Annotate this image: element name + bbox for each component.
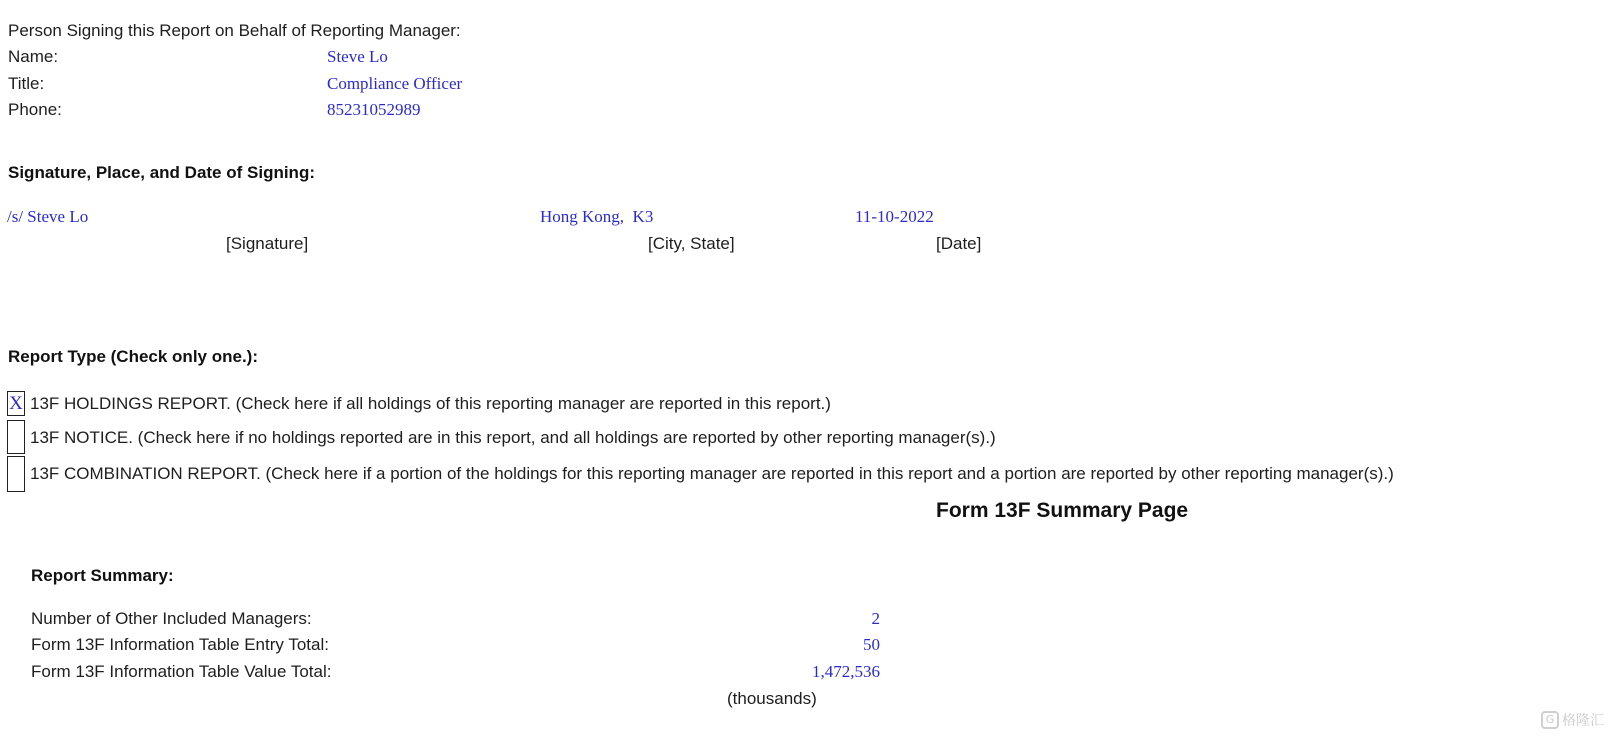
watermark-logo-icon: G: [1541, 711, 1559, 729]
signature-value: /s/ Steve Lo: [7, 207, 89, 226]
combination-report-checkbox[interactable]: [7, 456, 25, 492]
date-caption: [Date]: [936, 234, 982, 253]
combination-report-option-text: 13F COMBINATION REPORT. (Check here if a portion of the holdings for this reporting manager are reported in this report and a portion are reported by other reporting manager(s).): [30, 464, 1394, 483]
entry-total-label: Form 13F Information Table Entry Total:: [31, 635, 329, 654]
signature-caption: [Signature]: [226, 234, 309, 253]
summary-page-title: Form 13F Summary Page: [936, 499, 1189, 522]
phone-value: 85231052989: [327, 100, 421, 119]
other-managers-value: 2: [871, 609, 880, 628]
title-value: Compliance Officer: [327, 74, 463, 93]
date-value: 11-10-2022: [855, 207, 934, 226]
report-type-heading: Report Type (Check only one.):: [8, 347, 258, 366]
holdings-report-checkbox[interactable]: X: [7, 391, 25, 416]
holdings-report-option-text: 13F HOLDINGS REPORT. (Check here if all holdings of this reporting manager are reported in this report.): [30, 394, 831, 413]
signature-heading: Signature, Place, and Date of Signing:: [8, 163, 315, 182]
watermark-text: 格隆汇: [1562, 713, 1604, 729]
entry-total-value: 50: [863, 635, 880, 654]
place-caption: [City, State]: [648, 234, 735, 253]
name-label: Name:: [8, 47, 59, 66]
title-label: Title:: [8, 74, 45, 93]
units-note: (thousands): [727, 689, 817, 708]
place-value: Hong Kong, K3: [540, 207, 654, 226]
signer-heading: Person Signing this Report on Behalf of Reporting Manager:: [8, 21, 461, 40]
other-managers-label: Number of Other Included Managers:: [31, 609, 312, 628]
phone-label: Phone:: [8, 100, 62, 119]
notice-report-option-text: 13F NOTICE. (Check here if no holdings reported are in this report, and all holdings are reported by other reporting manager(s).): [30, 428, 996, 447]
report-summary-heading: Report Summary:: [31, 566, 174, 585]
notice-report-checkbox[interactable]: [7, 420, 25, 454]
value-total-value: 1,472,536: [812, 662, 880, 681]
watermark: [1541, 710, 1604, 730]
value-total-label: Form 13F Information Table Value Total:: [31, 662, 332, 681]
name-value: Steve Lo: [327, 47, 388, 66]
